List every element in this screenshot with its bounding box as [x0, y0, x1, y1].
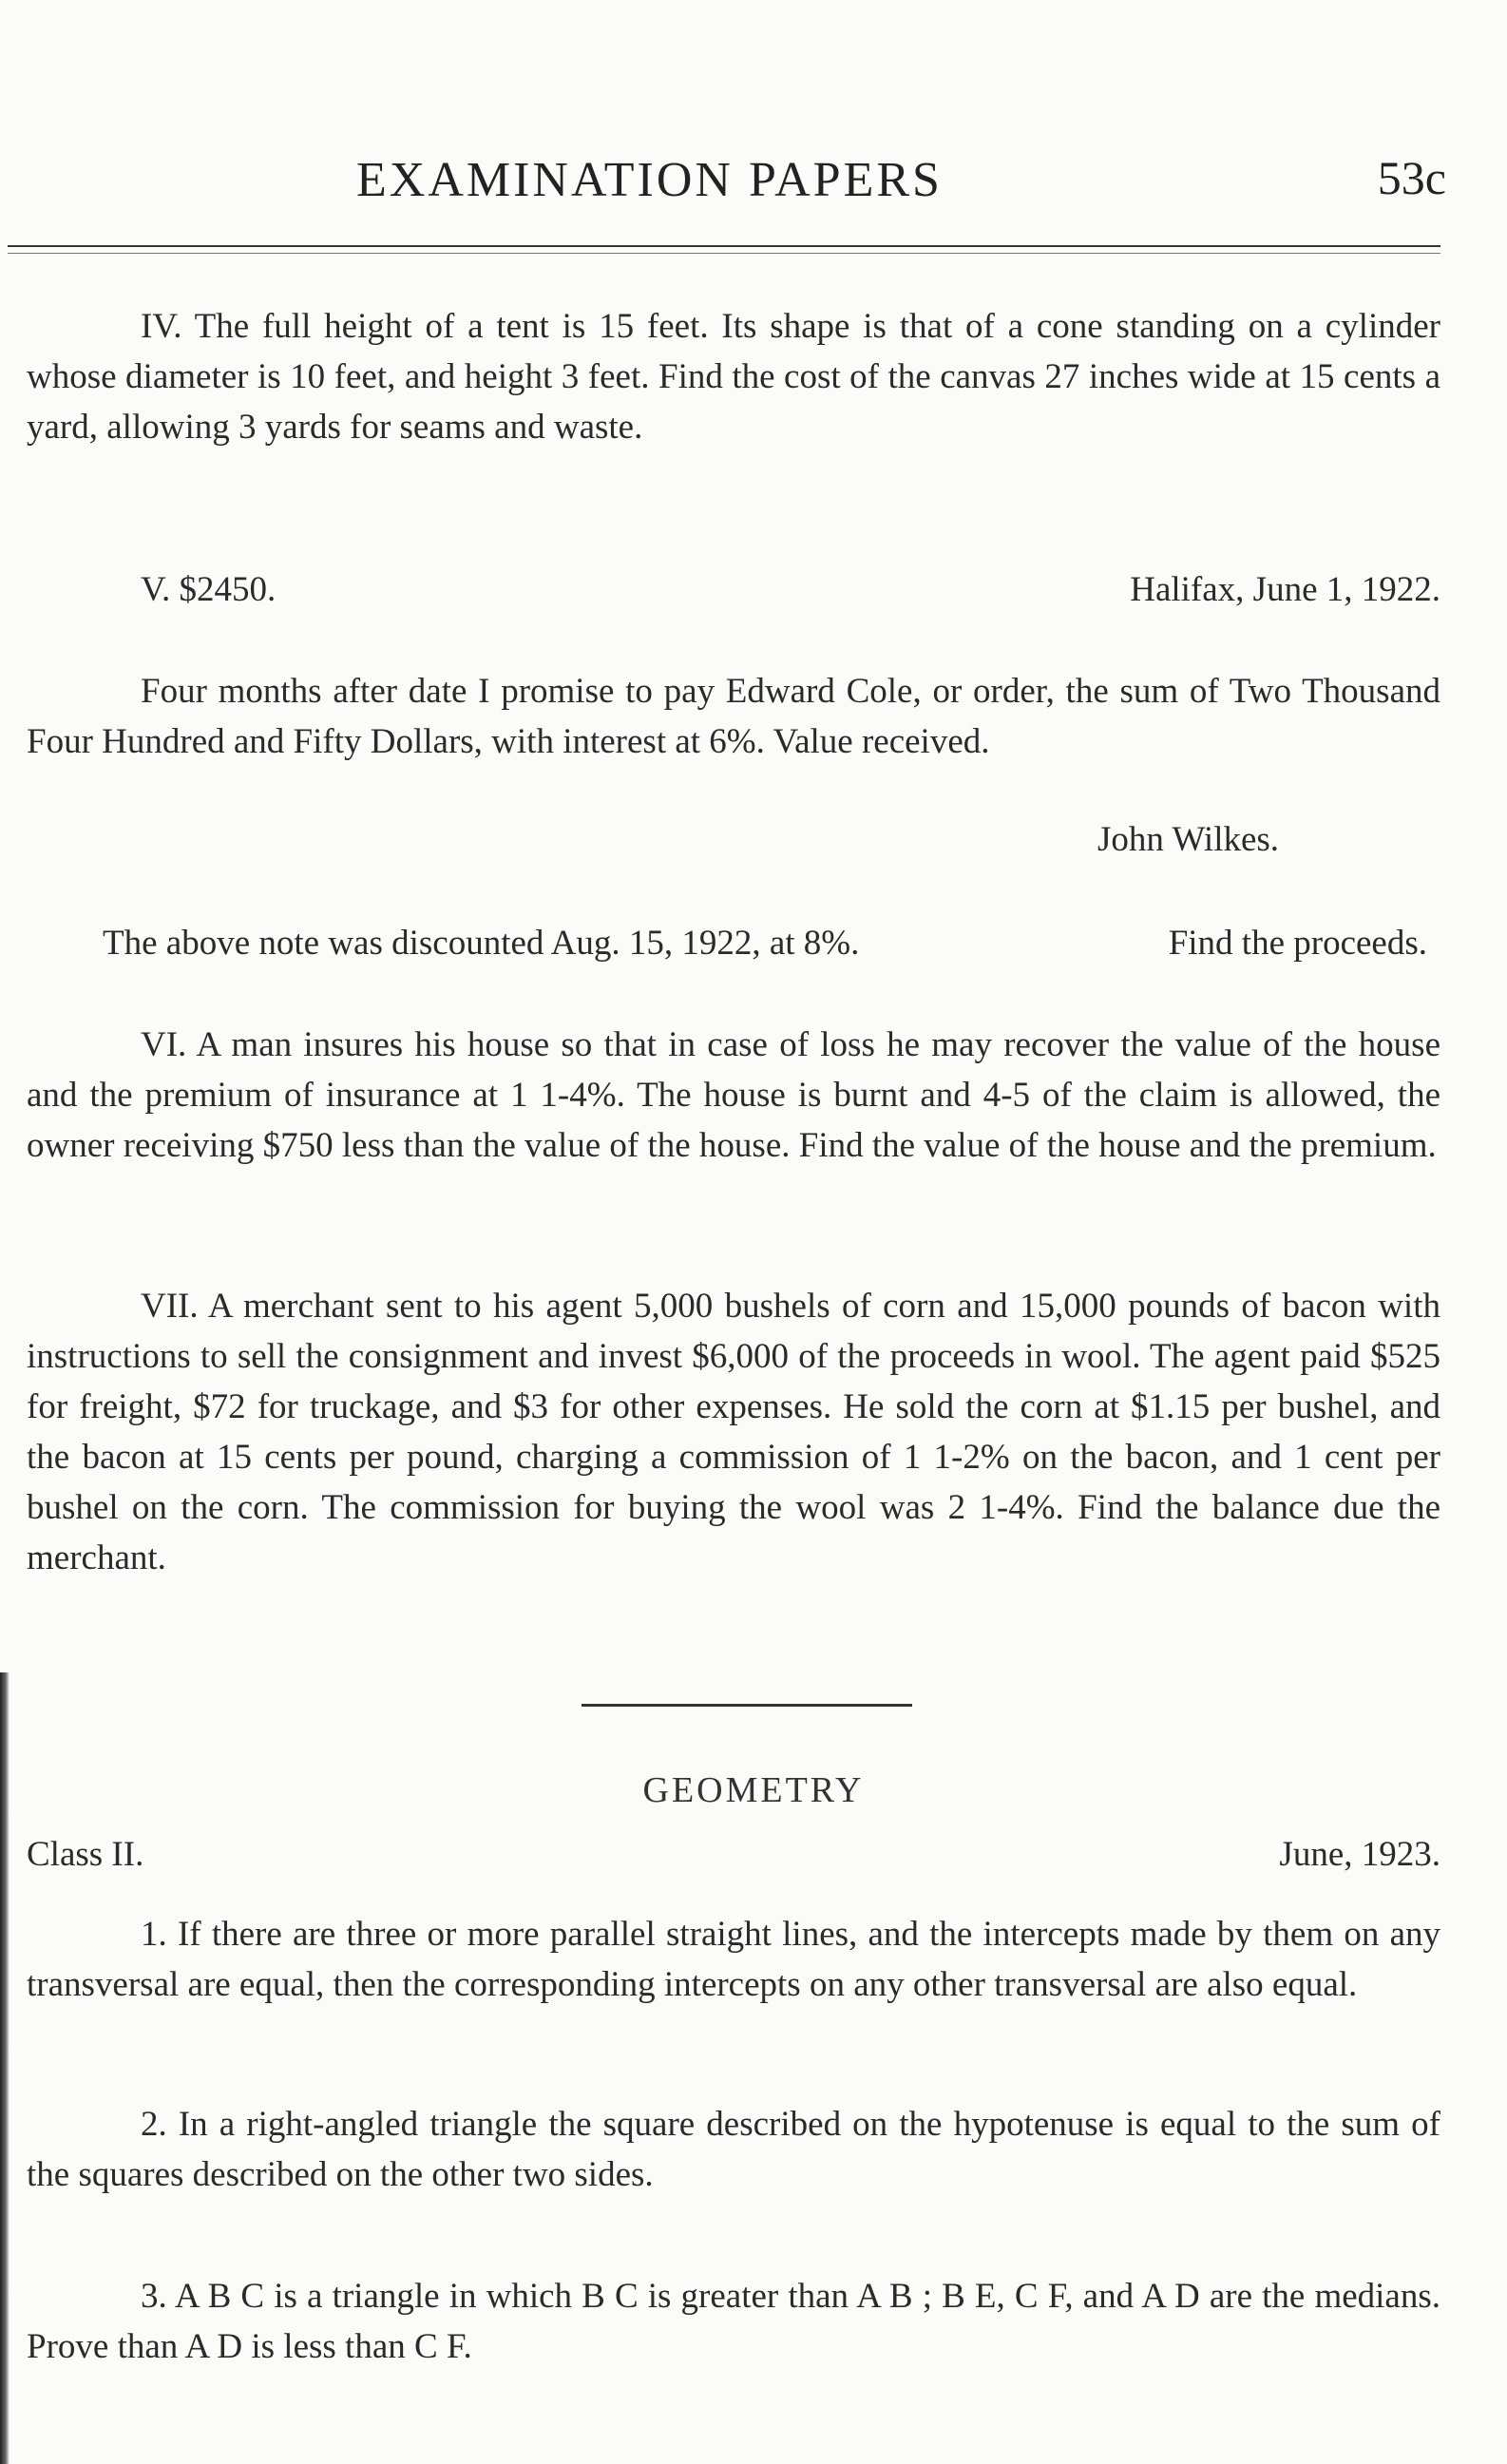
section-title-geometry: GEOMETRY [642, 1770, 865, 1810]
page-header [0, 143, 1507, 219]
geometry-date: June, 1923. [1279, 1835, 1440, 1874]
question-vi: VI. A man insures his house so that in case of loss he may recover the value of the house and the premium of insurance at 1 1-4%. The house is burnt and 4-5 of the claim is allowed, the owner receiving $750 less than the value of the house. Find the value of the house and the premium. [27, 1025, 1440, 1165]
geometry-question-3: 3. A B C is a triangle in which B C is greater than A B ; B E, C F, and A D are the medians. Prove than A D is less than C F. [27, 2277, 1440, 2366]
geometry-question-1: 1. If there are three or more parallel straight lines, and the intercepts made by them on any transversal are equal, then the corresponding intercepts on any other transversal are also equal. [27, 1915, 1440, 2004]
header-rule [8, 245, 1440, 247]
question-vii: VII. A merchant sent to his agent 5,000 bushels of corn and 15,000 pounds of bacon with instructions to sell the consignment and invest $6,000 of the proceeds in wool. The agent paid $525 for freight, $72 for truckage, and $3 for other expenses. He sold the corn at $1.15 per bushel, and the bacon at 15 cents per pound, charging a commission of 1 1-2% on the bacon, and 1 cent per bushel on the corn. The commission for buying the wool was 2 1-4%. Find the balance due the merchant. [27, 1287, 1440, 1577]
question-iv: IV. The full height of a tent is 15 feet. Its shape is that of a cone standing on a cylinder whose diameter is 10 feet, and height 3 feet. Find the cost of the canvas 27 inches wide at 15 cents a yard, allowing 3 yards for seams and waste. [27, 307, 1440, 447]
note-signature: John Wilkes. [1097, 820, 1280, 859]
promissory-note: Four months after date I promise to pay Edward Cole, or order, the sum of Two Thousand Four Hundred and Fifty Dollars, with interest at 6%. Value received. [27, 672, 1440, 761]
page-number: 53c [1377, 151, 1446, 204]
note-discount: The above note was discounted Aug. 15, 1922, at 8%. [103, 924, 860, 963]
header-rule-secondary [8, 253, 1440, 254]
section-divider [582, 1704, 912, 1707]
note-amount: V. $2450. [141, 570, 277, 609]
note-find-proceeds: Find the proceeds. [1168, 924, 1427, 963]
note-place-date: Halifax, June 1, 1922. [1130, 570, 1440, 609]
geometry-question-2: 2. In a right-angled triangle the square described on the hypotenuse is equal to the sum of the squares described on the other two sides. [27, 2105, 1440, 2194]
geometry-class: Class II. [27, 1835, 144, 1874]
running-head: EXAMINATION PAPERS [356, 153, 943, 207]
